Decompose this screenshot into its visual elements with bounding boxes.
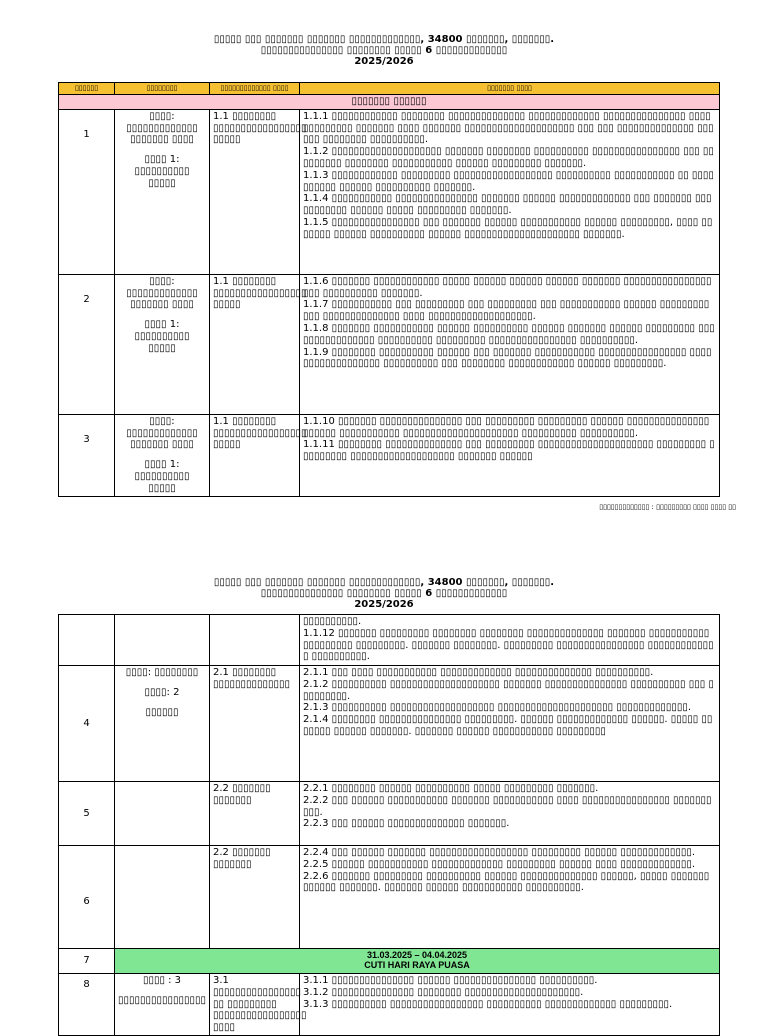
objective-line: 1.1.7 ▯▯▯▯▯▯▯▯▯▯▯ ▯▯▯ ▯▯▯▯▯▯▯▯▯ ▯▯▯ ▯▯▯▯▯▯▯▯▯ ▯▯▯ ▯▯▯▯▯▯▯▯▯▯▯ ▯▯▯▯▯▯ ▯▯▯▯▯▯▯▯▯ ▯▯▯ ▯▯▯▯▯▯▯▯▯▯▯▯▯▯ ▯▯▯▯ ▯▯▯▯▯▯▯▯▯▯▯▯▯▯▯▯▯▯▯. <box>303 299 710 323</box>
week-number: 7 <box>59 949 115 974</box>
week-cell <box>59 414 115 496</box>
col-objective-header: ▯▯▯▯▯▯▯ ▯▯▯▯ <box>300 83 720 95</box>
week-number: 2 <box>83 293 90 305</box>
objective-line: 2.1.3 ▯▯▯▯▯▯▯▯▯▯ ▯▯▯▯▯▯▯▯▯▯▯▯▯▯▯▯▯▯▯ ▯▯▯▯▯▯▯▯▯▯▯▯▯▯▯▯▯▯▯▯▯ ▯▯▯▯▯▯▯▯▯▯▯▯▯. <box>303 702 692 714</box>
col-unit-header: ▯▯▯▯▯▯▯▯ <box>115 83 210 95</box>
objective-line: 3.1.1 ▯▯▯▯▯▯▯▯▯▯▯▯▯▯▯ ▯▯▯▯▯▯ ▯▯▯▯▯▯▯▯▯▯▯▯▯▯▯ ▯▯▯▯▯▯▯▯▯▯. <box>303 975 598 986</box>
holiday-cell <box>115 949 720 974</box>
holiday-date: 31.03.2025 – 04.04.2025 <box>366 950 468 960</box>
unit-line: ▯▯▯▯: ▯▯▯▯▯▯▯▯ <box>125 667 199 678</box>
week-number: 3 <box>83 433 90 445</box>
objective-line: 2.1.1 ▯▯▯ ▯▯▯▯ ▯▯▯▯▯▯▯▯▯▯▯ ▯▯▯▯▯▯▯▯▯▯▯▯▯ ▯▯▯▯▯▯▯▯▯▯▯▯▯▯ ▯▯▯▯▯▯▯▯▯▯. <box>303 667 654 678</box>
objective-cell <box>300 414 720 496</box>
unit-line: ▯▯▯▯▯ <box>148 482 176 494</box>
content-standard-cell <box>210 782 300 846</box>
objective-line: 1.1.3 ▯▯▯▯▯▯▯▯▯▯▯▯ ▯▯▯▯▯▯▯▯▯ ▯▯▯▯▯▯▯▯▯▯▯▯▯▯▯▯▯▯ ▯▯▯▯▯▯▯▯▯▯ ▯▯▯▯▯▯▯▯▯▯▯ ▯▯ ▯▯▯▯▯▯▯▯▯▯ ▯▯▯▯▯▯ ▯▯▯▯▯▯▯▯▯▯ ▯▯▯▯▯▯▯. <box>303 169 714 193</box>
unit-spacer <box>118 987 206 995</box>
objective-line: 3.1.3 ▯▯▯▯▯▯▯▯▯▯ ▯▯▯▯▯▯▯▯▯▯▯▯▯▯▯▯▯ ▯▯▯▯▯▯▯▯▯▯ ▯▯▯▯▯▯▯▯▯▯▯▯▯ ▯▯▯▯▯▯▯▯▯. <box>303 998 673 1010</box>
objective-line: 3.1.2 ▯▯▯▯▯▯▯▯▯▯▯▯▯▯▯ ▯▯▯▯▯▯▯▯ ▯▯▯▯▯▯▯▯▯▯▯▯▯▯▯▯▯▯▯▯▯. <box>303 986 584 998</box>
objective-line: 2.2.2 ▯▯▯ ▯▯▯▯▯▯ ▯▯▯▯▯▯▯▯▯▯▯ ▯▯▯▯▯▯▯ ▯▯▯▯▯▯▯▯▯▯▯ ▯▯▯▯ ▯▯▯▯▯▯▯▯▯▯▯▯▯▯▯▯ ▯▯▯▯▯▯▯▯▯▯. <box>303 794 712 818</box>
objective-cell <box>300 109 720 274</box>
unit-cell <box>115 782 210 846</box>
objective-line: 2.1.4 ▯▯▯▯▯▯▯▯ ▯▯▯▯▯▯▯▯▯▯▯▯▯▯▯ ▯▯▯▯▯▯▯▯▯. ▯▯▯▯▯▯ ▯▯▯▯▯▯▯▯▯▯▯▯▯ ▯▯▯▯▯▯. ▯▯▯▯▯ ▯▯▯▯▯▯▯ ▯▯▯▯▯▯ ▯▯▯▯▯▯▯. ▯▯▯▯▯▯▯ ▯▯▯▯▯▯ ▯▯▯▯▯▯▯▯▯▯▯ ▯▯▯▯▯▯▯▯▯ <box>303 714 713 737</box>
objective-line: 1.1.8 ▯▯▯▯▯▯▯ ▯▯▯▯▯▯▯▯▯▯▯ ▯▯▯▯▯▯ ▯▯▯▯▯▯▯▯▯▯ ▯▯▯▯▯▯ ▯▯▯▯▯▯▯ ▯▯▯▯▯▯ ▯▯▯▯▯▯▯▯▯ ▯▯▯▯▯▯▯▯▯▯▯▯▯▯▯▯ ▯▯▯▯▯▯▯▯▯▯ ▯▯▯▯▯▯▯▯▯ ▯▯▯▯▯▯▯▯▯▯▯▯▯▯▯▯ ▯▯▯▯▯▯▯▯▯▯. <box>303 322 715 346</box>
unit-spacer <box>118 451 206 459</box>
unit-cell <box>115 274 210 414</box>
unit-line: ▯▯▯▯ 1: ▯▯▯▯▯▯▯▯▯▯ <box>134 319 190 342</box>
content-standard-cell <box>210 666 300 782</box>
objective-cell <box>300 782 720 846</box>
theme-label: ▯▯▯▯▯▯▯ ▯▯▯▯▯▯ <box>59 95 720 110</box>
objective-line: 1.1.4 ▯▯▯▯▯▯▯▯▯▯▯ ▯▯▯▯▯▯▯▯▯▯▯▯▯▯▯ ▯▯▯▯▯▯▯ ▯▯▯▯▯▯ ▯▯▯▯▯▯▯▯▯▯▯▯▯ ▯▯▯ ▯▯▯▯▯▯▯ ▯▯▯▯▯▯▯▯▯▯▯ ▯▯▯▯▯▯ ▯▯▯▯▯ ▯▯▯▯▯▯▯▯▯ ▯▯▯▯▯▯▯. <box>303 193 712 217</box>
unit-cell <box>115 414 210 496</box>
content-standard-cell <box>210 846 300 949</box>
objective-cell <box>300 615 720 666</box>
table-row <box>59 414 720 496</box>
content-standard-cell <box>210 974 307 1036</box>
unit-line: ▯▯▯▯: ▯▯▯▯▯▯▯▯▯▯▯▯▯ <box>126 415 198 439</box>
content-standard-text: 2.1 ▯▯▯▯▯▯▯▯ ▯▯▯▯▯▯▯▯▯▯▯▯▯▯ <box>213 667 291 690</box>
unit-cell <box>115 109 210 274</box>
week-cell <box>59 109 115 274</box>
objective-line: 1.1.11 ▯▯▯▯▯▯▯▯ ▯▯▯▯▯▯▯▯▯▯▯▯▯▯ ▯▯▯ ▯▯▯▯▯▯▯▯▯ ▯▯▯▯▯▯▯▯▯▯▯▯▯▯▯▯▯▯▯▯▯ ▯▯▯▯▯▯▯▯▯ ▯▯▯▯▯▯▯▯▯ ▯▯▯▯▯▯▯▯▯▯▯▯▯▯▯▯▯▯▯ ▯▯▯▯▯▯▯ ▯▯▯▯▯▯ <box>303 439 715 463</box>
unit-spacer <box>118 679 206 687</box>
objective-cell <box>300 846 720 949</box>
content-standard-text: 1.1 ▯▯▯▯▯▯▯▯ ▯▯▯▯▯▯▯▯▯▯▯▯▯▯▯▯▯ ▯▯▯▯▯ <box>213 110 307 146</box>
table-row <box>59 782 720 846</box>
week-number: 8 <box>83 979 90 990</box>
objective-line: 2.2.1 ▯▯▯▯▯▯▯▯ ▯▯▯▯▯▯ ▯▯▯▯▯▯▯▯▯▯ ▯▯▯▯▯ ▯▯▯▯▯▯▯▯▯ ▯▯▯▯▯▯▯. <box>303 783 599 794</box>
page2-header <box>0 577 768 610</box>
school-year: 2025/2026 <box>354 599 414 610</box>
plan-title: ▯▯▯▯▯▯▯▯▯▯▯▯▯▯▯ ▯▯▯▯▯▯▯▯ ▯▯▯▯▯ 6 ▯▯▯▯▯▯▯▯▯▯▯▯▯ <box>260 45 508 56</box>
week-number: 6 <box>83 896 90 908</box>
week-number: 1 <box>83 128 90 140</box>
objective-line: 2.2.6 ▯▯▯▯▯▯▯ ▯▯▯▯▯▯▯▯▯ ▯▯▯▯▯▯▯▯▯▯ ▯▯▯▯▯▯ ▯▯▯▯▯▯▯▯▯▯▯▯▯▯ ▯▯▯▯▯▯, ▯▯▯▯▯ ▯▯▯▯▯▯▯ ▯▯▯▯▯▯ ▯▯▯▯▯▯▯. ▯▯▯▯▯▯▯ ▯▯▯▯▯▯ ▯▯▯▯▯▯▯▯▯▯▯ ▯▯▯▯▯▯▯▯▯▯. <box>303 870 710 894</box>
unit-line: ▯▯▯▯▯▯▯ ▯▯▯▯ <box>130 439 194 451</box>
unit-line: ▯▯▯▯: ▯▯▯▯▯▯▯▯▯▯▯▯▯ <box>126 110 198 134</box>
week-cell <box>59 782 115 846</box>
unit-line: ▯▯▯▯▯▯▯▯▯▯▯▯▯▯▯▯ <box>118 994 207 1006</box>
objective-line: 1.1.6 ▯▯▯▯▯▯▯ ▯▯▯▯▯▯▯▯▯▯▯▯ ▯▯▯▯▯ ▯▯▯▯▯▯ ▯▯▯▯▯▯ ▯▯▯▯▯▯ ▯▯▯▯▯▯▯ ▯▯▯▯▯▯▯▯▯▯▯▯▯▯▯▯▯▯▯ ▯▯▯▯▯▯▯▯▯▯ ▯▯▯▯▯▯▯. <box>303 275 712 299</box>
content-standard-text: 2.2 ▯▯▯▯▯▯▯ ▯▯▯▯▯▯▯ <box>213 847 271 870</box>
week-number: 4 <box>83 717 90 729</box>
holiday-title: CUTI HARI RAYA PUASA <box>364 960 470 970</box>
objective-cell <box>300 666 720 782</box>
content-standard-text: 3.1 ▯▯▯▯▯▯▯▯▯▯▯▯▯▯▯▯ ▯▯ ▯▯▯▯▯▯▯▯▯ ▯▯▯▯▯▯▯▯▯▯▯▯▯▯▯▯▯ ▯▯▯▯ <box>213 975 307 1034</box>
table-row <box>59 109 720 274</box>
objective-line: 2.2.3 ▯▯▯ ▯▯▯▯▯▯ ▯▯▯▯▯▯▯▯▯▯▯▯▯▯ ▯▯▯▯▯▯▯. <box>303 818 510 830</box>
content-standard-cell <box>210 414 307 496</box>
week-cell <box>59 846 115 949</box>
page1-table <box>58 82 720 497</box>
content-standard-text: 1.1 ▯▯▯▯▯▯▯▯ ▯▯▯▯▯▯▯▯▯▯▯▯▯▯▯▯▯ ▯▯▯▯▯ <box>213 415 307 451</box>
unit-line: ▯▯▯▯ 1: ▯▯▯▯▯▯▯▯▯▯ <box>134 154 190 177</box>
content-standard-text: 1.1 ▯▯▯▯▯▯▯▯ ▯▯▯▯▯▯▯▯▯▯▯▯▯▯▯▯▯ ▯▯▯▯▯ <box>213 275 307 311</box>
theme-row <box>59 95 720 110</box>
page2-table <box>58 614 720 1036</box>
page1-header <box>0 34 768 67</box>
table-row <box>59 666 720 782</box>
table-header-row <box>59 83 720 95</box>
unit-line: ▯▯▯▯ 1: ▯▯▯▯▯▯▯▯▯▯ <box>134 459 190 482</box>
objective-line: 1.1.12 ▯▯▯▯▯▯▯ ▯▯▯▯▯▯▯▯▯ ▯▯▯▯▯▯▯▯ ▯▯▯▯▯▯▯▯ ▯▯▯▯▯▯▯▯▯▯▯▯▯▯ ▯▯▯▯▯▯▯ ▯▯▯▯▯▯▯▯▯▯▯ ▯▯▯▯▯▯▯▯▯ ▯▯▯▯▯▯▯▯▯. ▯▯▯▯▯▯▯ ▯▯▯▯▯▯▯▯. ▯▯▯▯▯▯▯▯▯ ▯▯▯▯▯▯▯▯▯▯▯▯▯▯▯▯ ▯▯▯▯▯▯▯▯▯▯▯▯▯ ▯▯▯▯▯▯▯▯▯▯. <box>303 627 714 663</box>
unit-line: ▯▯▯▯▯ <box>148 342 176 354</box>
content-standard-cell <box>210 615 300 666</box>
col-standard-header: ▯▯▯▯▯▯▯▯▯▯▯▯▯ ▯▯▯▯ <box>210 83 300 95</box>
unit-cell <box>115 974 210 1036</box>
school-name: ▯▯▯▯▯ ▯▯▯ ▯▯▯▯▯▯▯ ▯▯▯▯▯▯▯ ▯▯▯▯▯▯▯▯▯▯▯▯▯, 34800 ▯▯▯▯▯▯▯, ▯▯▯▯▯▯▯. <box>213 577 555 588</box>
unit-cell <box>115 666 210 782</box>
school-name: ▯▯▯▯▯ ▯▯▯ ▯▯▯▯▯▯▯ ▯▯▯▯▯▯▯ ▯▯▯▯▯▯▯▯▯▯▯▯▯, 34800 ▯▯▯▯▯▯▯, ▯▯▯▯▯▯▯. <box>213 34 555 45</box>
objective-line: 1.1.9 ▯▯▯▯▯▯▯▯ ▯▯▯▯▯▯▯▯▯▯ ▯▯▯▯▯▯ ▯▯▯ ▯▯▯▯▯▯▯ ▯▯▯▯▯▯▯▯▯▯▯ ▯▯▯▯▯▯▯▯▯▯▯▯▯▯▯▯ ▯▯▯▯▯▯▯▯▯▯▯▯▯▯▯▯▯▯ ▯▯▯▯▯▯▯▯▯▯ ▯▯▯ ▯▯▯▯▯▯▯▯ ▯▯▯▯▯▯▯▯▯▯▯▯ ▯▯▯▯▯▯ ▯▯▯▯▯▯▯▯▯. <box>303 346 712 370</box>
objective-line: ▯▯▯▯▯▯▯▯▯▯. <box>303 616 362 627</box>
plan-title: ▯▯▯▯▯▯▯▯▯▯▯▯▯▯▯ ▯▯▯▯▯▯▯▯ ▯▯▯▯▯ 6 ▯▯▯▯▯▯▯▯▯▯▯▯▯ <box>260 588 508 599</box>
unit-cell <box>115 846 210 949</box>
objective-line: 2.1.2 ▯▯▯▯▯▯▯▯▯▯ ▯▯▯▯▯▯▯▯▯▯▯▯▯▯▯▯▯▯▯▯ ▯▯▯▯▯▯▯ ▯▯▯▯▯▯▯▯▯▯▯▯▯▯▯ ▯▯▯▯▯▯▯▯▯▯ ▯▯▯ ▯▯▯▯▯▯▯▯▯. <box>303 678 714 702</box>
school-year: 2025/2026 <box>354 56 414 67</box>
objective-line: 1.1.10 ▯▯▯▯▯▯▯ ▯▯▯▯▯▯▯▯▯▯▯▯▯▯▯ ▯▯▯ ▯▯▯▯▯▯▯▯▯ ▯▯▯▯▯▯▯▯▯ ▯▯▯▯▯▯ ▯▯▯▯▯▯▯▯▯▯▯▯▯▯▯ ▯▯▯▯▯▯ ▯▯▯▯▯▯▯▯▯▯▯ ▯▯▯▯▯▯▯▯▯▯▯▯▯▯▯▯▯▯▯▯▯ ▯▯▯▯▯▯▯▯▯▯ ▯▯▯▯▯▯▯▯▯▯. <box>303 415 710 439</box>
content-standard-cell <box>210 274 307 414</box>
unit-line: ▯▯▯▯▯▯▯ ▯▯▯▯ <box>130 134 194 146</box>
unit-line: ▯▯▯▯▯ <box>148 177 176 189</box>
unit-line: ▯▯▯▯ : 3 <box>142 975 182 986</box>
unit-line: ▯▯▯▯: ▯▯▯▯▯▯▯▯▯▯▯▯▯ <box>126 275 198 299</box>
content-standard-cell <box>210 109 307 274</box>
week-number: 5 <box>83 807 90 819</box>
objective-line: 2.2.5 ▯▯▯▯▯▯ ▯▯▯▯▯▯▯▯▯▯▯ ▯▯▯▯▯▯▯▯▯▯▯▯▯ ▯▯▯▯▯▯▯▯▯ ▯▯▯▯▯▯ ▯▯▯▯ ▯▯▯▯▯▯▯▯▯▯▯▯▯. <box>303 858 696 870</box>
week-cell <box>59 666 115 782</box>
unit-spacer <box>118 146 206 154</box>
table-row <box>59 274 720 414</box>
table-row <box>59 615 720 666</box>
objective-line: 1.1.5 ▯▯▯▯▯▯▯▯▯▯▯▯▯▯▯▯ ▯▯▯ ▯▯▯▯▯▯▯ ▯▯▯▯▯▯ ▯▯▯▯▯▯▯▯▯▯▯ ▯▯▯▯▯▯ ▯▯▯▯▯▯▯▯▯, ▯▯▯▯ ▯▯▯▯▯▯▯ ▯▯▯▯▯▯ ▯▯▯▯▯▯▯▯▯▯ ▯▯▯▯▯▯ ▯▯▯▯▯▯▯▯▯▯▯▯▯▯▯▯▯▯▯▯▯ ▯▯▯▯▯▯▯. <box>303 216 713 240</box>
unit-line: ▯▯▯▯▯▯ <box>145 706 179 718</box>
prepared-by-note: ▯▯▯▯▯▯▯▯▯▯▯▯▯ : ▯▯▯▯▯▯▯▯▯ ▯▯▯▯ ▯▯▯▯ ▯▯ <box>599 503 736 511</box>
content-standard-text: 2.2 ▯▯▯▯▯▯▯ ▯▯▯▯▯▯▯ <box>213 783 271 806</box>
unit-spacer <box>118 311 206 319</box>
objective-line: 2.2.4 ▯▯▯ ▯▯▯▯▯▯ ▯▯▯▯▯▯▯ ▯▯▯▯▯▯▯▯▯▯▯▯▯▯▯▯▯▯ ▯▯▯▯▯▯▯▯▯ ▯▯▯▯▯▯ ▯▯▯▯▯▯▯▯▯▯▯▯▯. <box>303 847 696 858</box>
week-cell <box>59 274 115 414</box>
unit-line: ▯▯▯▯: 2 <box>144 686 180 698</box>
table-row <box>59 846 720 949</box>
unit-line: ▯▯▯▯▯▯▯ ▯▯▯▯ <box>130 299 194 311</box>
objective-line: 1.1.2 ▯▯▯▯▯▯▯▯▯▯▯▯▯▯▯▯▯▯▯▯ ▯▯▯▯▯▯▯ ▯▯▯▯▯▯▯▯ ▯▯▯▯▯▯▯▯▯▯ ▯▯▯▯▯▯▯▯▯▯▯▯▯▯▯▯ ▯▯▯ ▯▯▯▯▯▯▯▯▯ ▯▯▯▯▯▯▯▯ ▯▯▯▯▯▯▯▯▯▯▯ ▯▯▯▯▯▯ ▯▯▯▯▯▯▯▯▯ ▯▯▯▯▯▯▯. <box>303 146 714 169</box>
objective-cell <box>300 274 720 414</box>
objective-cell <box>300 974 720 1036</box>
objective-line: 1.1.1 ▯▯▯▯▯▯▯▯▯▯▯▯ ▯▯▯▯▯▯▯▯ ▯▯▯▯▯▯▯▯▯▯▯▯▯▯ ▯▯▯▯▯▯▯▯▯▯▯▯▯ ▯▯▯▯▯▯▯▯▯▯▯▯▯▯▯ ▯▯▯▯▯▯▯▯▯▯▯▯▯ ▯▯▯▯▯▯▯ ▯▯▯▯ ▯▯▯▯▯▯▯ ▯▯▯▯▯▯▯▯▯▯▯▯▯▯▯▯▯▯▯▯ ▯▯▯ ▯▯▯ ▯▯▯▯▯▯▯▯▯▯▯▯▯▯ ▯▯▯▯▯▯ ▯▯▯▯▯▯▯▯ ▯▯▯▯▯▯▯▯▯▯. <box>303 110 714 146</box>
week-cell <box>59 615 115 666</box>
unit-cell <box>115 615 210 666</box>
col-week-header: ▯▯▯▯▯▯ <box>59 83 115 95</box>
week-cell <box>59 974 115 1036</box>
unit-spacer <box>118 699 206 707</box>
table-row <box>59 974 720 1036</box>
holiday-row <box>59 949 720 974</box>
